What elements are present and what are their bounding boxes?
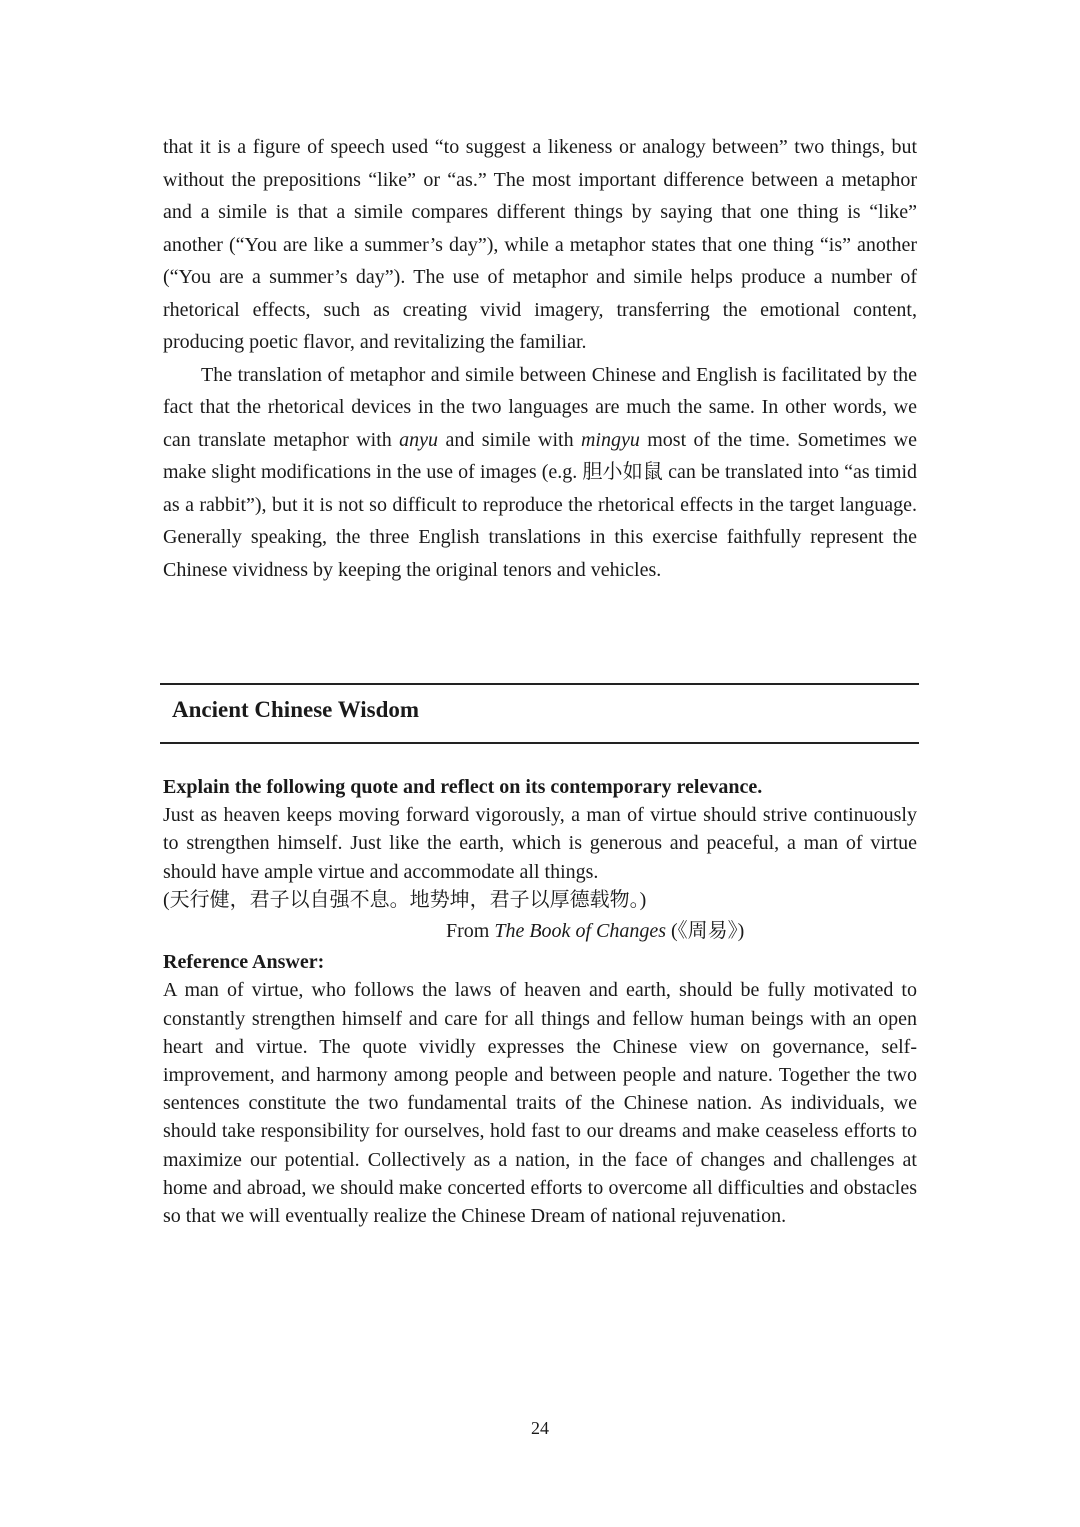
metaphor-simile-section: [163, 131, 917, 586]
source-prefix: From: [446, 920, 495, 943]
reference-answer-text: A man of virtue, who follows the laws of heaven and earth, should be fully motivated to constantly strengthen himself and care for all things and fellow human beings with an open heart and virtue. The quote vividly expresses the Chinese view on governance, self-improvement, and harmony among people and between people and nature. Together the two sentences constitute the two fundamental traits of the Chinese nation. As individuals, we should take responsibility for ourselves, hold fast to our dreams and make ceaseless efforts to maximize our potential. Collectively as a nation, in the face of changes and challenges at home and abroad, we should make concerted efforts to overcome all difficulties and obstacles so that we will eventually realize the Chinese Dream of national rejuvenation.: [163, 979, 917, 1228]
paragraph-text: most of the time. Sometimes we make slight modifications in the use of images (e.g. 胆小如鼠 can be translated into “as timid as a rabbit”), but it is not so difficult to reproduce the rhetorical effects in the target language. Generally speaking, the three English translations in this exercise faithfully represent the Chinese vividness by keeping the original tenors and vehicles.: [163, 428, 917, 581]
paragraph-text: The translation of metaphor and simile between Chinese and English is facilitated by the fact that the rhetorical devices in the two languages are much the same. In other words, we can translate metaphor with: [163, 363, 917, 451]
heading-rule-bottom: [160, 742, 919, 744]
exercise-prompt: Explain the following quote and reflect on its contemporary relevance.: [163, 776, 763, 798]
page-number: 24: [531, 1418, 549, 1438]
paragraph-text: and simile with: [438, 428, 581, 451]
quote-chinese: (天行健，君子以自强不息。地势坤，君子以厚德载物。): [163, 888, 647, 911]
paragraph-translation: [163, 359, 917, 587]
source-suffix: (《周易》): [666, 920, 745, 943]
term-anyu: anyu: [399, 428, 439, 451]
quote-english: Just as heaven keeps moving forward vigorously, a man of virtue should strive continuously to strengthen himself. Just like the earth, which is generous and peaceful, a man of virtue should have ample virtue and accommodate all things.: [163, 804, 917, 883]
heading-rule-top: [160, 683, 919, 685]
ancient-wisdom-section: [163, 773, 917, 1230]
term-mingyu: mingyu: [580, 428, 640, 451]
reference-answer-label: Reference Answer:: [163, 951, 325, 974]
quote-source: [163, 917, 917, 945]
section-heading: Ancient Chinese Wisdom: [172, 697, 420, 722]
source-title: The Book of Changes: [494, 920, 666, 943]
paragraph-metaphor-definition: that it is a figure of speech used “to suggest a likeness or analogy between” two things, but without the prepositions “like” or “as.” The most important difference between a metaphor and a simile is that a simile compares different things by saying that one thing is “like” another (“You are like a summer’s day”), while a metaphor states that one thing “is” another (“You are a summer’s day”). The use of metaphor and simile helps produce a number of rhetorical effects, such as creating vivid imagery, transferring the emotional content, producing poetic flavor, and revitalizing the familiar.: [163, 136, 917, 353]
